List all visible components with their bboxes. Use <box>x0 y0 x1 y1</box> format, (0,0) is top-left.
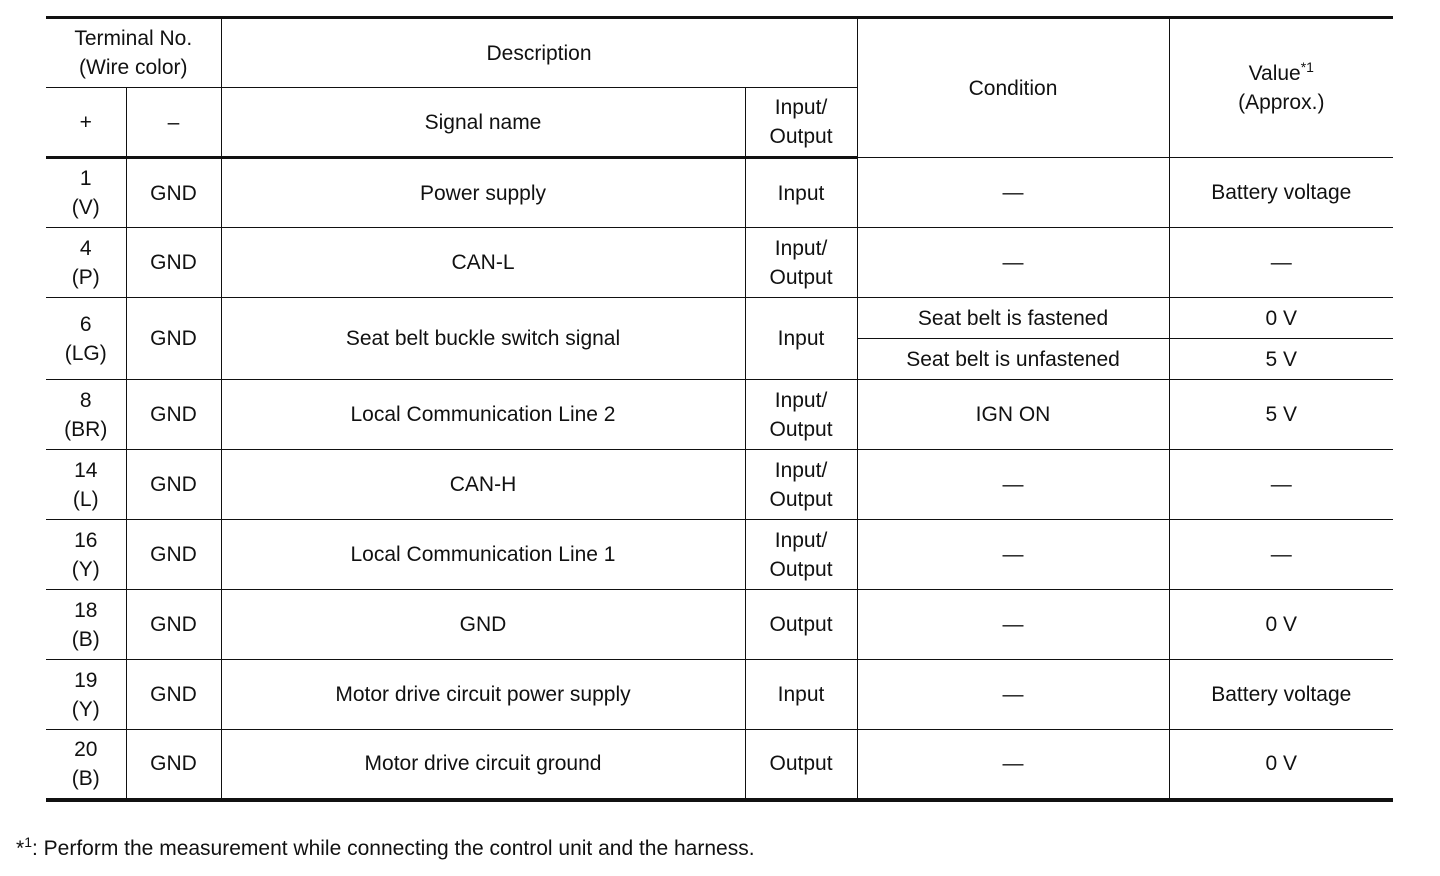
footnote-text: : Perform the measurement while connecting the control unit and the harness. <box>31 837 755 860</box>
ground-cell: GND <box>126 158 221 228</box>
header-io-line1: Input/ <box>774 96 828 119</box>
header-io-line2: Output <box>769 125 833 148</box>
io-cell: Input/ Output <box>745 380 857 450</box>
value-cell: Battery voltage <box>1169 660 1393 730</box>
value-cell: — <box>1169 228 1393 298</box>
header-terminal-no-label: Terminal No. <box>74 27 193 50</box>
io-cell: Input/ Output <box>745 228 857 298</box>
value-cell: Battery voltage <box>1169 158 1393 228</box>
signal-name-cell: CAN-H <box>221 450 745 520</box>
header-value-label: Value <box>1248 62 1301 85</box>
ground-cell: GND <box>126 228 221 298</box>
condition-cell: — <box>857 228 1169 298</box>
io-cell: Input <box>745 298 857 380</box>
condition-cell: — <box>857 450 1169 520</box>
ground-cell: GND <box>126 298 221 380</box>
header-approx-label: (Approx.) <box>1238 91 1325 114</box>
ground-cell: GND <box>126 520 221 590</box>
header-input-output <box>745 88 857 158</box>
condition-cell: — <box>857 158 1169 228</box>
value-cell: 0 V <box>1169 730 1393 800</box>
io-cell: Output <box>745 730 857 800</box>
ground-cell: GND <box>126 730 221 800</box>
ground-cell: GND <box>126 450 221 520</box>
signal-name-cell: Local Communication Line 1 <box>221 520 745 590</box>
condition-cell: — <box>857 590 1169 660</box>
condition-cell: Seat belt is fastened <box>857 298 1169 339</box>
table-row <box>46 298 1393 339</box>
value-cell: 5 V <box>1169 339 1393 380</box>
signal-name-cell: Seat belt buckle switch signal <box>221 298 745 380</box>
terminal-number-cell: 19 (Y) <box>46 660 126 730</box>
signal-name-cell: Motor drive circuit power supply <box>221 660 745 730</box>
table-row <box>46 730 1393 800</box>
ground-cell: GND <box>126 380 221 450</box>
signal-name-cell: Power supply <box>221 158 745 228</box>
value-cell: — <box>1169 450 1393 520</box>
table-row <box>46 158 1393 228</box>
table-row <box>46 520 1393 590</box>
header-description: Description <box>221 18 857 88</box>
signal-name-cell: Local Communication Line 2 <box>221 380 745 450</box>
condition-cell: Seat belt is unfastened <box>857 339 1169 380</box>
terminal-table <box>46 16 1393 802</box>
io-cell: Input <box>745 158 857 228</box>
header-signal-name: Signal name <box>221 88 745 158</box>
terminal-number-cell: 16 (Y) <box>46 520 126 590</box>
terminal-number-cell: 20 (B) <box>46 730 126 800</box>
condition-cell: — <box>857 660 1169 730</box>
ground-cell: GND <box>126 660 221 730</box>
value-cell: — <box>1169 520 1393 590</box>
table-row <box>46 590 1393 660</box>
header-wire-color-label: (Wire color) <box>79 56 188 79</box>
header-value <box>1169 18 1393 158</box>
ground-cell: GND <box>126 590 221 660</box>
terminal-number-cell: 8 (BR) <box>46 380 126 450</box>
value-cell: 0 V <box>1169 590 1393 660</box>
value-cell: 5 V <box>1169 380 1393 450</box>
terminal-number-cell: 1 (V) <box>46 158 126 228</box>
table-row <box>46 380 1393 450</box>
io-cell: Input/ Output <box>745 520 857 590</box>
signal-name-cell: GND <box>221 590 745 660</box>
signal-name-cell: Motor drive circuit ground <box>221 730 745 800</box>
header-plus: + <box>46 88 126 158</box>
footnote <box>16 836 755 862</box>
terminal-number-cell: 6 (LG) <box>46 298 126 380</box>
condition-cell: — <box>857 730 1169 800</box>
terminal-number-cell: 14 (L) <box>46 450 126 520</box>
header-terminal-no <box>46 18 221 88</box>
condition-cell: IGN ON <box>857 380 1169 450</box>
header-minus: – <box>126 88 221 158</box>
footnote-number: 1 <box>24 834 32 850</box>
value-cell: 0 V <box>1169 298 1393 339</box>
io-cell: Output <box>745 590 857 660</box>
terminal-number-cell: 4 (P) <box>46 228 126 298</box>
footnote-mark: * <box>16 837 25 860</box>
table-row <box>46 228 1393 298</box>
io-cell: Input <box>745 660 857 730</box>
condition-cell: — <box>857 520 1169 590</box>
table-row <box>46 660 1393 730</box>
header-condition: Condition <box>857 18 1169 158</box>
header-value-footnote-mark: *1 <box>1300 59 1314 75</box>
table-row <box>46 450 1393 520</box>
signal-name-cell: CAN-L <box>221 228 745 298</box>
terminal-number-cell: 18 (B) <box>46 590 126 660</box>
io-cell: Input/ Output <box>745 450 857 520</box>
